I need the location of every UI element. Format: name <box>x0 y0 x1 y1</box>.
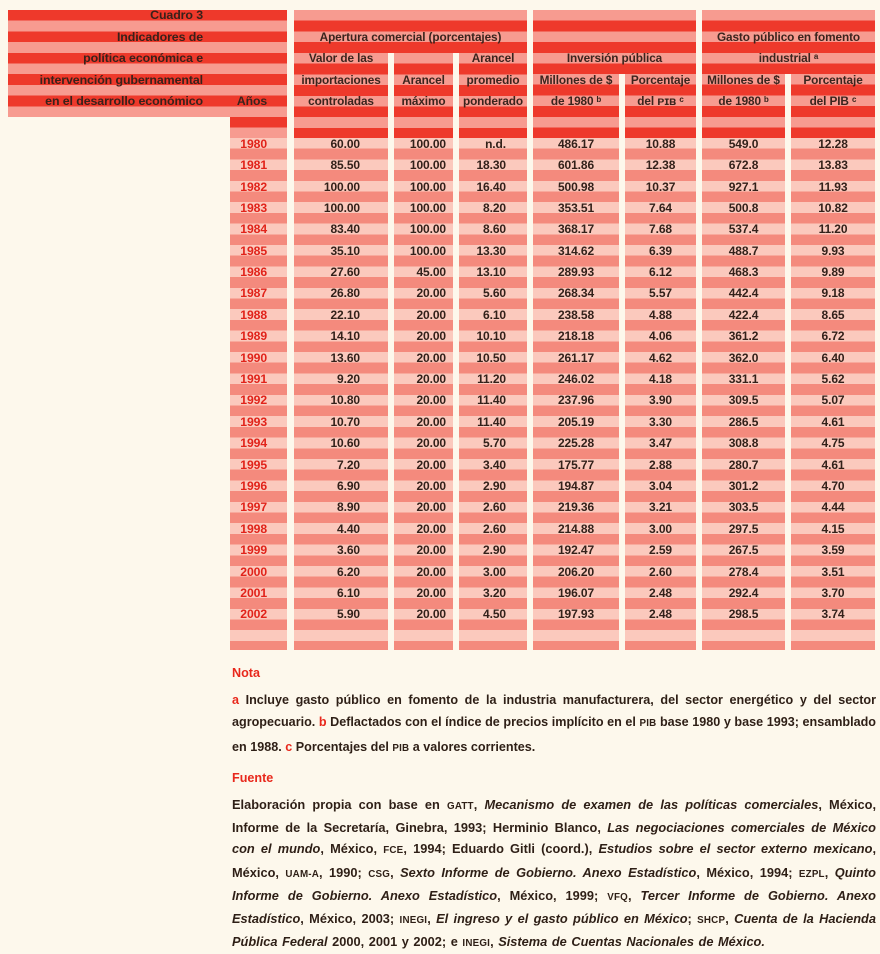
column-header-line: máximo <box>401 93 446 108</box>
data-cell: 11.40 <box>477 393 506 408</box>
notes-heading: Nota <box>232 666 260 680</box>
data-cell: 20.00 <box>416 607 446 622</box>
data-cell: 219.36 <box>557 500 595 515</box>
table-title-line: intervención gubernamental <box>39 72 203 87</box>
data-cell: 537.4 <box>728 222 759 237</box>
data-cell: 268.34 <box>557 286 595 301</box>
data-cell: 6.10 <box>337 585 360 600</box>
year-cell: 2002 <box>240 607 267 622</box>
year-cell: 1998 <box>240 521 267 536</box>
data-cell: 4.70 <box>821 478 845 493</box>
data-cell: 2.60 <box>483 500 506 515</box>
data-cell: 26.80 <box>330 286 360 301</box>
column-header-line: promedio <box>466 72 520 87</box>
data-cell: 2.59 <box>649 543 672 558</box>
data-cell: 5.57 <box>649 286 672 301</box>
data-cell: 100.00 <box>409 243 446 258</box>
data-cell: 7.64 <box>649 200 672 215</box>
data-cell: 297.5 <box>728 521 759 536</box>
data-cell: 601.86 <box>557 158 595 173</box>
data-cell: 549.0 <box>728 138 759 151</box>
data-cell: 3.21 <box>649 500 672 515</box>
year-cell: 2000 <box>240 564 267 579</box>
data-cell: 20.00 <box>416 585 446 600</box>
data-cell: 353.51 <box>557 200 595 215</box>
data-cell: 361.2 <box>728 329 759 344</box>
data-cell: 20.00 <box>416 393 446 408</box>
data-cell: 12.28 <box>818 138 848 151</box>
data-cell: 4.44 <box>821 500 845 515</box>
column-cells <box>702 138 785 650</box>
table-title-line: política económica e <box>83 51 203 66</box>
data-cell: 362.0 <box>728 350 759 365</box>
group-header-apertura <box>294 10 527 53</box>
data-cell: 331.1 <box>728 372 759 387</box>
data-cell: 5.70 <box>483 436 506 451</box>
data-cell: 10.70 <box>330 414 360 429</box>
group-inversion-publica <box>533 10 696 650</box>
data-cell: 3.00 <box>483 564 506 579</box>
data-cell: 308.8 <box>728 436 759 451</box>
year-cell: 1988 <box>240 307 267 322</box>
column-header-line: Valor de las <box>308 51 374 66</box>
data-cell: 6.20 <box>337 564 360 579</box>
data-cell: 4.88 <box>649 307 672 322</box>
year-cell: 1992 <box>240 393 267 408</box>
data-cell: 10.50 <box>476 350 506 365</box>
data-cell: 3.47 <box>649 436 672 451</box>
data-cell: 9.20 <box>337 372 360 387</box>
data-cell: 4.50 <box>483 607 506 622</box>
column-cells <box>625 138 696 650</box>
year-cell: 1999 <box>240 543 267 558</box>
data-cell: 14.10 <box>330 329 360 344</box>
years-column-header <box>230 10 287 138</box>
data-cell: 7.68 <box>649 222 672 237</box>
data-cell: 20.00 <box>416 457 446 472</box>
data-cell: 10.37 <box>645 179 676 194</box>
data-cell: 9.93 <box>821 243 845 258</box>
data-cell: 3.74 <box>821 607 845 622</box>
data-cell: 20.00 <box>416 286 446 301</box>
data-cell: 20.00 <box>416 307 446 322</box>
data-cell: 4.61 <box>821 457 845 472</box>
data-cell: 442.4 <box>728 286 759 301</box>
column-cells <box>394 138 453 650</box>
data-cell: 4.15 <box>821 521 845 536</box>
column-importaciones-controladas <box>294 53 388 650</box>
column-cells <box>533 138 619 650</box>
data-cell: 20.00 <box>416 329 446 344</box>
year-cell: 1993 <box>240 414 267 429</box>
data-cell: 927.1 <box>728 179 759 194</box>
data-cell: 6.72 <box>821 329 845 344</box>
data-cell: 85.50 <box>330 158 360 173</box>
data-cell: 7.20 <box>337 457 360 472</box>
data-cell: 3.59 <box>821 543 845 558</box>
data-cell: 286.5 <box>728 414 759 429</box>
data-cell: 175.77 <box>557 457 595 472</box>
data-cell: 3.90 <box>649 393 672 408</box>
data-cell: 5.62 <box>821 372 845 387</box>
data-cell: n.d. <box>485 138 506 151</box>
data-cell: 278.4 <box>728 564 759 579</box>
data-cell: 3.00 <box>649 521 672 536</box>
column-header-line: del ᴘɪʙ ᶜ <box>637 93 684 108</box>
data-cell: 16.40 <box>476 179 506 194</box>
years-header-label: Años <box>236 93 267 108</box>
data-cell: 6.40 <box>821 350 845 365</box>
year-cell: 1984 <box>240 222 267 237</box>
data-cell: 3.60 <box>337 543 360 558</box>
column-header-line: Porcentaje <box>803 72 863 87</box>
year-cell: 1990 <box>240 350 267 365</box>
column-header-line: de 1980 ᵇ <box>718 93 769 108</box>
data-cell: 206.20 <box>557 564 595 579</box>
data-cell: 486.17 <box>557 138 595 151</box>
years-column <box>230 10 287 650</box>
data-cell: 10.10 <box>476 329 506 344</box>
year-cell: 1983 <box>240 200 267 215</box>
data-cell: 280.7 <box>728 457 759 472</box>
data-cell: 8.65 <box>821 307 845 322</box>
data-cell: 2.48 <box>649 585 672 600</box>
data-cell: 2.88 <box>649 457 672 472</box>
column-header-line: Porcentaje <box>630 72 691 87</box>
column-inversion-porcentaje-pib <box>625 74 696 650</box>
data-cell: 298.5 <box>728 607 759 622</box>
year-cell: 1996 <box>240 478 267 493</box>
data-cell: 500.98 <box>557 179 595 194</box>
data-cell: 192.47 <box>557 543 595 558</box>
data-cell: 12.38 <box>645 158 676 173</box>
data-cell: 500.8 <box>728 200 759 215</box>
group-header-label: Apertura comercial (porcentajes) <box>319 29 502 44</box>
data-cell: 261.17 <box>557 350 595 365</box>
group-header-label: Gasto público en fomento <box>716 29 861 44</box>
column-header-line: importaciones <box>301 72 381 87</box>
table-title-line: Indicadores de <box>116 29 203 44</box>
data-cell: 9.89 <box>821 265 845 280</box>
data-cell: 197.93 <box>557 607 595 622</box>
data-cell: 11.20 <box>477 372 506 387</box>
data-cell: 20.00 <box>416 543 446 558</box>
year-cell: 1982 <box>240 179 267 194</box>
data-cell: 13.30 <box>476 243 506 258</box>
data-cell: 10.80 <box>330 393 360 408</box>
group-gasto-publico <box>702 10 875 650</box>
data-cell: 2.60 <box>483 521 506 536</box>
data-cell: 3.70 <box>821 585 845 600</box>
data-cell: 10.82 <box>818 200 848 215</box>
column-header-line: de 1980 ᵇ <box>550 93 602 108</box>
data-cell: 2.90 <box>483 543 506 558</box>
table-title-line: en el desarrollo económico <box>45 93 203 108</box>
column-header-line: del PIB ᶜ <box>809 93 857 108</box>
data-cell: 6.12 <box>649 265 672 280</box>
column-header-line: Millones de $ <box>539 72 613 87</box>
data-cell: 267.5 <box>728 543 759 558</box>
data-cell: 20.00 <box>416 564 446 579</box>
data-cell: 4.40 <box>337 521 360 536</box>
data-cell: 368.17 <box>557 222 595 237</box>
data-cell: 488.7 <box>728 243 759 258</box>
data-cell: 237.96 <box>557 393 595 408</box>
column-cells <box>294 138 388 650</box>
table-title-block <box>8 10 230 117</box>
year-cell: 1980 <box>240 138 267 151</box>
data-cell: 196.07 <box>557 585 595 600</box>
group-apertura-comercial <box>294 10 527 650</box>
data-cell: 100.00 <box>409 179 446 194</box>
source-section <box>232 771 876 954</box>
data-cell: 100.00 <box>409 138 446 151</box>
data-cell: 10.88 <box>645 138 676 151</box>
data-cell: 2.48 <box>649 607 672 622</box>
year-cell: 2001 <box>240 585 267 600</box>
column-arancel-maximo <box>394 53 453 650</box>
data-cell: 194.87 <box>557 478 595 493</box>
data-cell: 5.07 <box>821 393 845 408</box>
data-cell: 20.00 <box>416 414 446 429</box>
column-cells <box>459 138 527 650</box>
data-cell: 100.00 <box>409 222 446 237</box>
data-cell: 20.00 <box>416 350 446 365</box>
column-gasto-millones <box>702 74 785 650</box>
data-cell: 468.3 <box>728 265 759 280</box>
data-cell: 11.40 <box>477 414 506 429</box>
year-cell: 1985 <box>240 243 267 258</box>
year-cell: 1989 <box>240 329 267 344</box>
data-cell: 9.18 <box>821 286 845 301</box>
data-cell: 301.2 <box>728 478 759 493</box>
data-cell: 4.18 <box>649 372 672 387</box>
years-cells <box>230 138 287 650</box>
data-cell: 292.4 <box>728 585 759 600</box>
source-paragraph: Elaboración propia con base en GATT, Mecanismo de examen de las políticas comerciales, México, Informe de la Secretaría, Ginebra, 1993; Herminio Blanco, Las negociaciones comerciales de México con el mundo, México, FCE, 1994; Eduardo Gitli (coord.), Estudios sobre el sector externo mexicano, México, UAM-A, 1990; CSG, Sexto Informe de Gobierno. Anexo Estadístico, México, 1994; EZPL, Quinto Informe de Gobierno. Anexo Estadístico, México, 1999; VFQ, Tercer Informe de Gobierno. Anexo Estadístico, México, 2003; INEGI, El ingreso y el gasto público en México; SHCP, Cuenta de la Hacienda Pública Federal 2000, 2001 y 2002; e INEGI, Sistema de Cuentas Nacionales de México. <box>232 797 877 950</box>
year-cell: 1987 <box>240 286 267 301</box>
group-header-label: industrial ᵃ <box>758 51 819 66</box>
data-cell: 5.90 <box>337 607 360 622</box>
data-cell: 4.06 <box>649 329 672 344</box>
data-cell: 246.02 <box>557 372 595 387</box>
data-cell: 303.5 <box>728 500 759 515</box>
group-header-gasto <box>702 10 875 74</box>
year-cell: 1991 <box>240 372 267 387</box>
notes-section <box>232 666 876 760</box>
column-inversion-millones <box>533 74 619 650</box>
data-cell: 314.62 <box>557 243 595 258</box>
data-cell: 20.00 <box>416 372 446 387</box>
column-header-line: Arancel <box>402 72 445 87</box>
data-cell: 3.20 <box>483 585 506 600</box>
data-cell: 100.00 <box>409 158 446 173</box>
year-cell: 1997 <box>240 500 267 515</box>
data-cell: 11.93 <box>818 179 848 194</box>
column-header-line: Millones de $ <box>707 72 780 87</box>
data-cell: 20.00 <box>416 478 446 493</box>
data-cell: 20.00 <box>416 521 446 536</box>
data-cell: 422.4 <box>728 307 759 322</box>
data-cell: 18.30 <box>476 158 506 173</box>
data-cell: 20.00 <box>416 500 446 515</box>
year-cell: 1981 <box>240 158 267 173</box>
data-cell: 13.60 <box>330 350 360 365</box>
column-gasto-porcentaje-pib <box>791 74 875 650</box>
data-cell: 3.40 <box>483 457 506 472</box>
notes-paragraph: a Incluye gasto público en fomento de la industria manufacturera, del sector energético y del sector agropecuario. b Deflactados con el índice de precios implícito en el PIB base 1980 y base 1993; ensamblado en 1988. c Porcentajes del PIB a valores corrientes. <box>232 693 876 754</box>
data-cell: 45.00 <box>416 265 446 280</box>
column-header-line: ponderado <box>462 93 524 108</box>
data-cell: 22.10 <box>330 307 360 322</box>
column-header-line: controladas <box>308 93 374 108</box>
data-cell: 4.62 <box>649 350 672 365</box>
data-cell: 100.00 <box>409 200 446 215</box>
data-cell: 35.10 <box>330 243 360 258</box>
column-header-line: Arancel <box>471 51 515 66</box>
year-cell: 1995 <box>240 457 267 472</box>
data-cell: 11.20 <box>818 222 848 237</box>
data-cell: 2.90 <box>483 478 506 493</box>
data-cell: 13.83 <box>818 158 848 173</box>
data-cell: 3.51 <box>821 564 845 579</box>
data-cell: 100.00 <box>323 200 360 215</box>
table-number: Cuadro 3 <box>150 8 203 23</box>
data-cell: 672.8 <box>728 158 759 173</box>
data-cell: 218.18 <box>557 329 595 344</box>
data-cell: 100.00 <box>323 179 360 194</box>
data-cell: 4.75 <box>821 436 845 451</box>
data-cell: 8.60 <box>483 222 506 237</box>
data-cell: 3.04 <box>649 478 672 493</box>
year-cell: 1994 <box>240 436 267 451</box>
data-cell: 5.60 <box>483 286 506 301</box>
year-cell: 1986 <box>240 265 267 280</box>
data-cell: 6.10 <box>483 307 506 322</box>
data-cell: 83.40 <box>330 222 360 237</box>
data-cell: 238.58 <box>557 307 595 322</box>
data-cell: 289.93 <box>557 265 595 280</box>
source-heading: Fuente <box>232 771 274 785</box>
data-cell: 2.60 <box>649 564 672 579</box>
column-cells <box>791 138 875 650</box>
data-cell: 8.20 <box>483 200 506 215</box>
data-cell: 309.5 <box>728 393 759 408</box>
data-cell: 6.39 <box>649 243 672 258</box>
group-header-inversion <box>533 10 696 74</box>
group-header-label: Inversión pública <box>566 51 663 66</box>
data-cell: 4.61 <box>821 414 845 429</box>
column-arancel-promedio <box>459 53 527 650</box>
data-cell: 3.30 <box>649 414 672 429</box>
data-cell: 205.19 <box>557 414 595 429</box>
data-cell: 6.90 <box>337 478 360 493</box>
data-cell: 10.60 <box>330 436 360 451</box>
data-cell: 27.60 <box>330 265 360 280</box>
data-cell: 20.00 <box>416 436 446 451</box>
data-cell: 13.10 <box>476 265 506 280</box>
data-cell: 60.00 <box>330 138 360 151</box>
data-cell: 8.90 <box>337 500 360 515</box>
data-cell: 225.28 <box>557 436 595 451</box>
data-cell: 214.88 <box>557 521 595 536</box>
